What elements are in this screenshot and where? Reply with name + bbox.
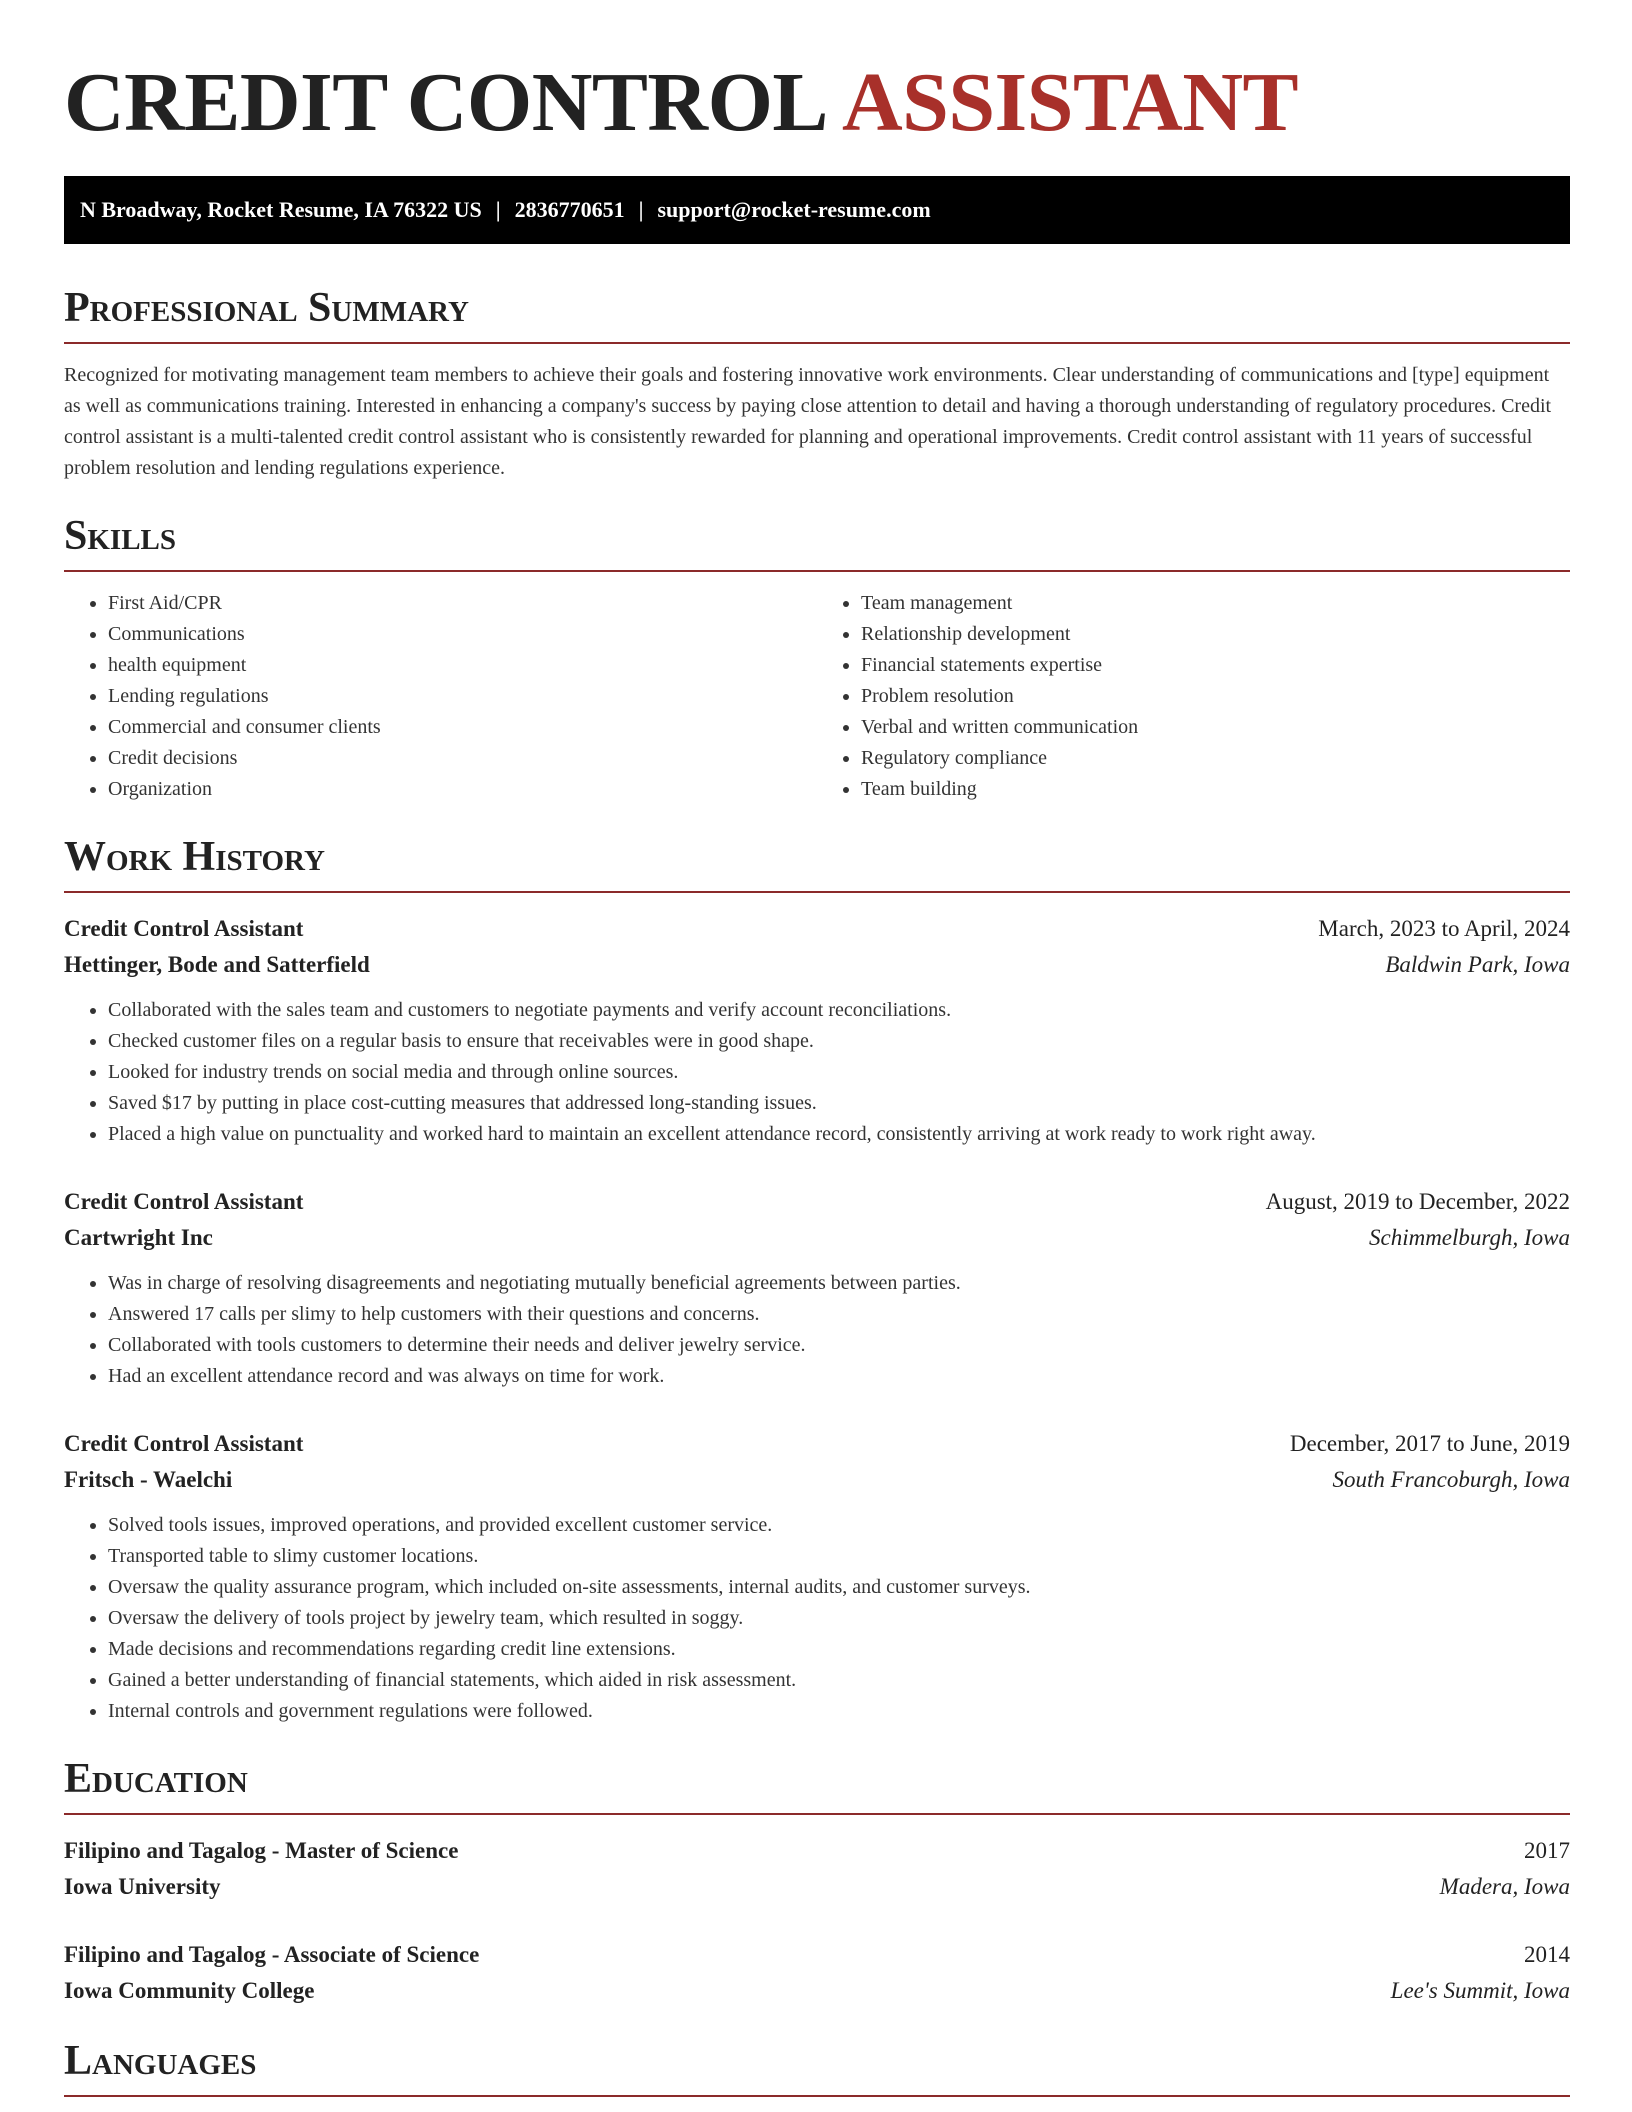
skill-item: • Relationship development [861, 619, 1570, 650]
education-location: Lee's Summit, Iowa [1390, 1978, 1570, 2003]
education-degree-row [64, 1937, 1570, 1973]
skill-item: • Communications [108, 619, 817, 650]
skill-item: • Lending regulations [108, 681, 817, 712]
job-header-row [64, 911, 1570, 947]
job-bullet: • Solved tools issues, improved operations, and provided excellent customer service. [108, 1510, 1570, 1541]
job-entry [64, 1426, 1570, 1727]
job-bullet: • Placed a high value on punctuality and worked hard to maintain an excellent attendance record, consistently arriving at work ready to work right away. [108, 1119, 1570, 1150]
education-year: 2014 [1524, 1942, 1570, 1967]
name-heading [64, 58, 1570, 148]
skill-item: • health equipment [108, 650, 817, 681]
education-title: Education [64, 1755, 1570, 1815]
job-bullet: • Saved $17 by putting in place cost-cutting measures that addressed long-standing issues. [108, 1088, 1570, 1119]
job-dates: December, 2017 to June, 2019 [1289, 1431, 1570, 1456]
skills-list-right [817, 588, 1570, 805]
job-list [64, 911, 1570, 1727]
job-bullet: • Gained a better understanding of financial statements, which aided in risk assessment. [108, 1665, 1570, 1696]
languages-section [64, 2037, 1570, 2097]
job-entry [64, 911, 1570, 1150]
job-company-row [64, 1462, 1570, 1498]
skills-lists [64, 588, 1570, 805]
resume-content [64, 58, 1570, 2097]
job-company-row [64, 947, 1570, 983]
skill-item: • Financial statements expertise [861, 650, 1570, 681]
job-entry [64, 1184, 1570, 1392]
job-location: South Francoburgh, Iowa [1332, 1467, 1570, 1492]
contact-email[interactable]: support@rocket-resume.com [657, 197, 931, 222]
job-bullet: • Oversaw the delivery of tools project by jewelry team, which resulted in soggy. [108, 1603, 1570, 1634]
job-bullet: • Answered 17 calls per slimy to help customers with their questions and concerns. [108, 1299, 1570, 1330]
job-header-row [64, 1426, 1570, 1462]
education-school: Iowa Community College [64, 1978, 315, 2003]
skill-item: • Regulatory compliance [861, 743, 1570, 774]
education-school-row [64, 1973, 1570, 2009]
skill-item: • Commercial and consumer clients [108, 712, 817, 743]
job-company: Fritsch - Waelchi [64, 1467, 233, 1492]
contact-phone: 2836770651 [514, 197, 625, 222]
summary-section [64, 284, 1570, 484]
skill-item: • Team management [861, 588, 1570, 619]
job-bullet: • Collaborated with tools customers to determine their needs and deliver jewelry service. [108, 1330, 1570, 1361]
job-bullet: • Internal controls and government regulations were followed. [108, 1696, 1570, 1727]
contact-bar [64, 176, 1570, 244]
education-list [64, 1833, 1570, 2009]
contact-separator: | [495, 197, 501, 222]
skill-item: • Credit decisions [108, 743, 817, 774]
job-dates: March, 2023 to April, 2024 [1318, 916, 1570, 941]
job-location: Schimmelburgh, Iowa [1368, 1225, 1570, 1250]
education-school: Iowa University [64, 1874, 221, 1899]
job-bullets [64, 1510, 1570, 1727]
job-company-row [64, 1220, 1570, 1256]
education-entry [64, 1937, 1570, 2009]
job-company: Cartwright Inc [64, 1225, 213, 1250]
job-bullet: • Looked for industry trends on social media and through online sources. [108, 1057, 1570, 1088]
job-title: Credit Control Assistant [64, 1431, 304, 1456]
education-location: Madera, Iowa [1439, 1874, 1570, 1899]
name-last: ASSISTANT [841, 56, 1299, 149]
job-bullet: • Oversaw the quality assurance program, which included on-site assessments, internal audits, and customer surveys. [108, 1572, 1570, 1603]
job-bullets [64, 995, 1570, 1150]
skill-item: • Problem resolution [861, 681, 1570, 712]
skills-list-left [64, 588, 817, 805]
summary-title: Professional Summary [64, 284, 1570, 344]
education-entry [64, 1833, 1570, 1905]
skills-title: Skills [64, 512, 1570, 572]
job-bullet: • Collaborated with the sales team and customers to negotiate payments and verify account reconciliations. [108, 995, 1570, 1026]
work-section [64, 833, 1570, 1727]
skill-item: • Team building [861, 774, 1570, 805]
languages-title: Languages [64, 2037, 1570, 2097]
job-dates: August, 2019 to December, 2022 [1265, 1189, 1570, 1214]
job-title: Credit Control Assistant [64, 916, 304, 941]
contact-separator: | [638, 197, 644, 222]
job-bullet: • Made decisions and recommendations regarding credit line extensions. [108, 1634, 1570, 1665]
skill-item: • Organization [108, 774, 817, 805]
education-degree: Filipino and Tagalog - Associate of Science [64, 1942, 480, 1967]
education-degree-row [64, 1833, 1570, 1869]
skill-item: • First Aid/CPR [108, 588, 817, 619]
contact-address: N Broadway, Rocket Resume, IA 76322 US [80, 197, 482, 222]
job-bullet: • Transported table to slimy customer locations. [108, 1541, 1570, 1572]
job-bullet: • Was in charge of resolving disagreements and negotiating mutually beneficial agreements between parties. [108, 1268, 1570, 1299]
job-company: Hettinger, Bode and Satterfield [64, 952, 370, 977]
job-bullets [64, 1268, 1570, 1392]
job-header-row [64, 1184, 1570, 1220]
skills-section [64, 512, 1570, 805]
name-first: CREDIT CONTROL [64, 56, 828, 149]
job-location: Baldwin Park, Iowa [1385, 952, 1570, 977]
work-title: Work History [64, 833, 1570, 893]
education-year: 2017 [1524, 1838, 1570, 1863]
summary-text: Recognized for motivating management team members to achieve their goals and fostering innovative work environments. Clear understanding of communications and [type] equipment as well as communications training. Interested in enhancing a company's success by paying close attention to detail and having a thorough understanding of regulatory procedures. Credit control assistant is a multi-talented credit control assistant who is consistently rewarded for planning and operational improvements. Credit control assistant with 11 years of successful problem resolution and lending regulations experience. [64, 364, 1552, 479]
education-degree: Filipino and Tagalog - Master of Science [64, 1838, 459, 1863]
job-bullet: • Had an excellent attendance record and was always on time for work. [108, 1361, 1570, 1392]
job-title: Credit Control Assistant [64, 1189, 304, 1214]
education-school-row [64, 1869, 1570, 1905]
education-section [64, 1755, 1570, 2009]
job-bullet: • Checked customer files on a regular basis to ensure that receivables were in good shape. [108, 1026, 1570, 1057]
skill-item: • Verbal and written communication [861, 712, 1570, 743]
